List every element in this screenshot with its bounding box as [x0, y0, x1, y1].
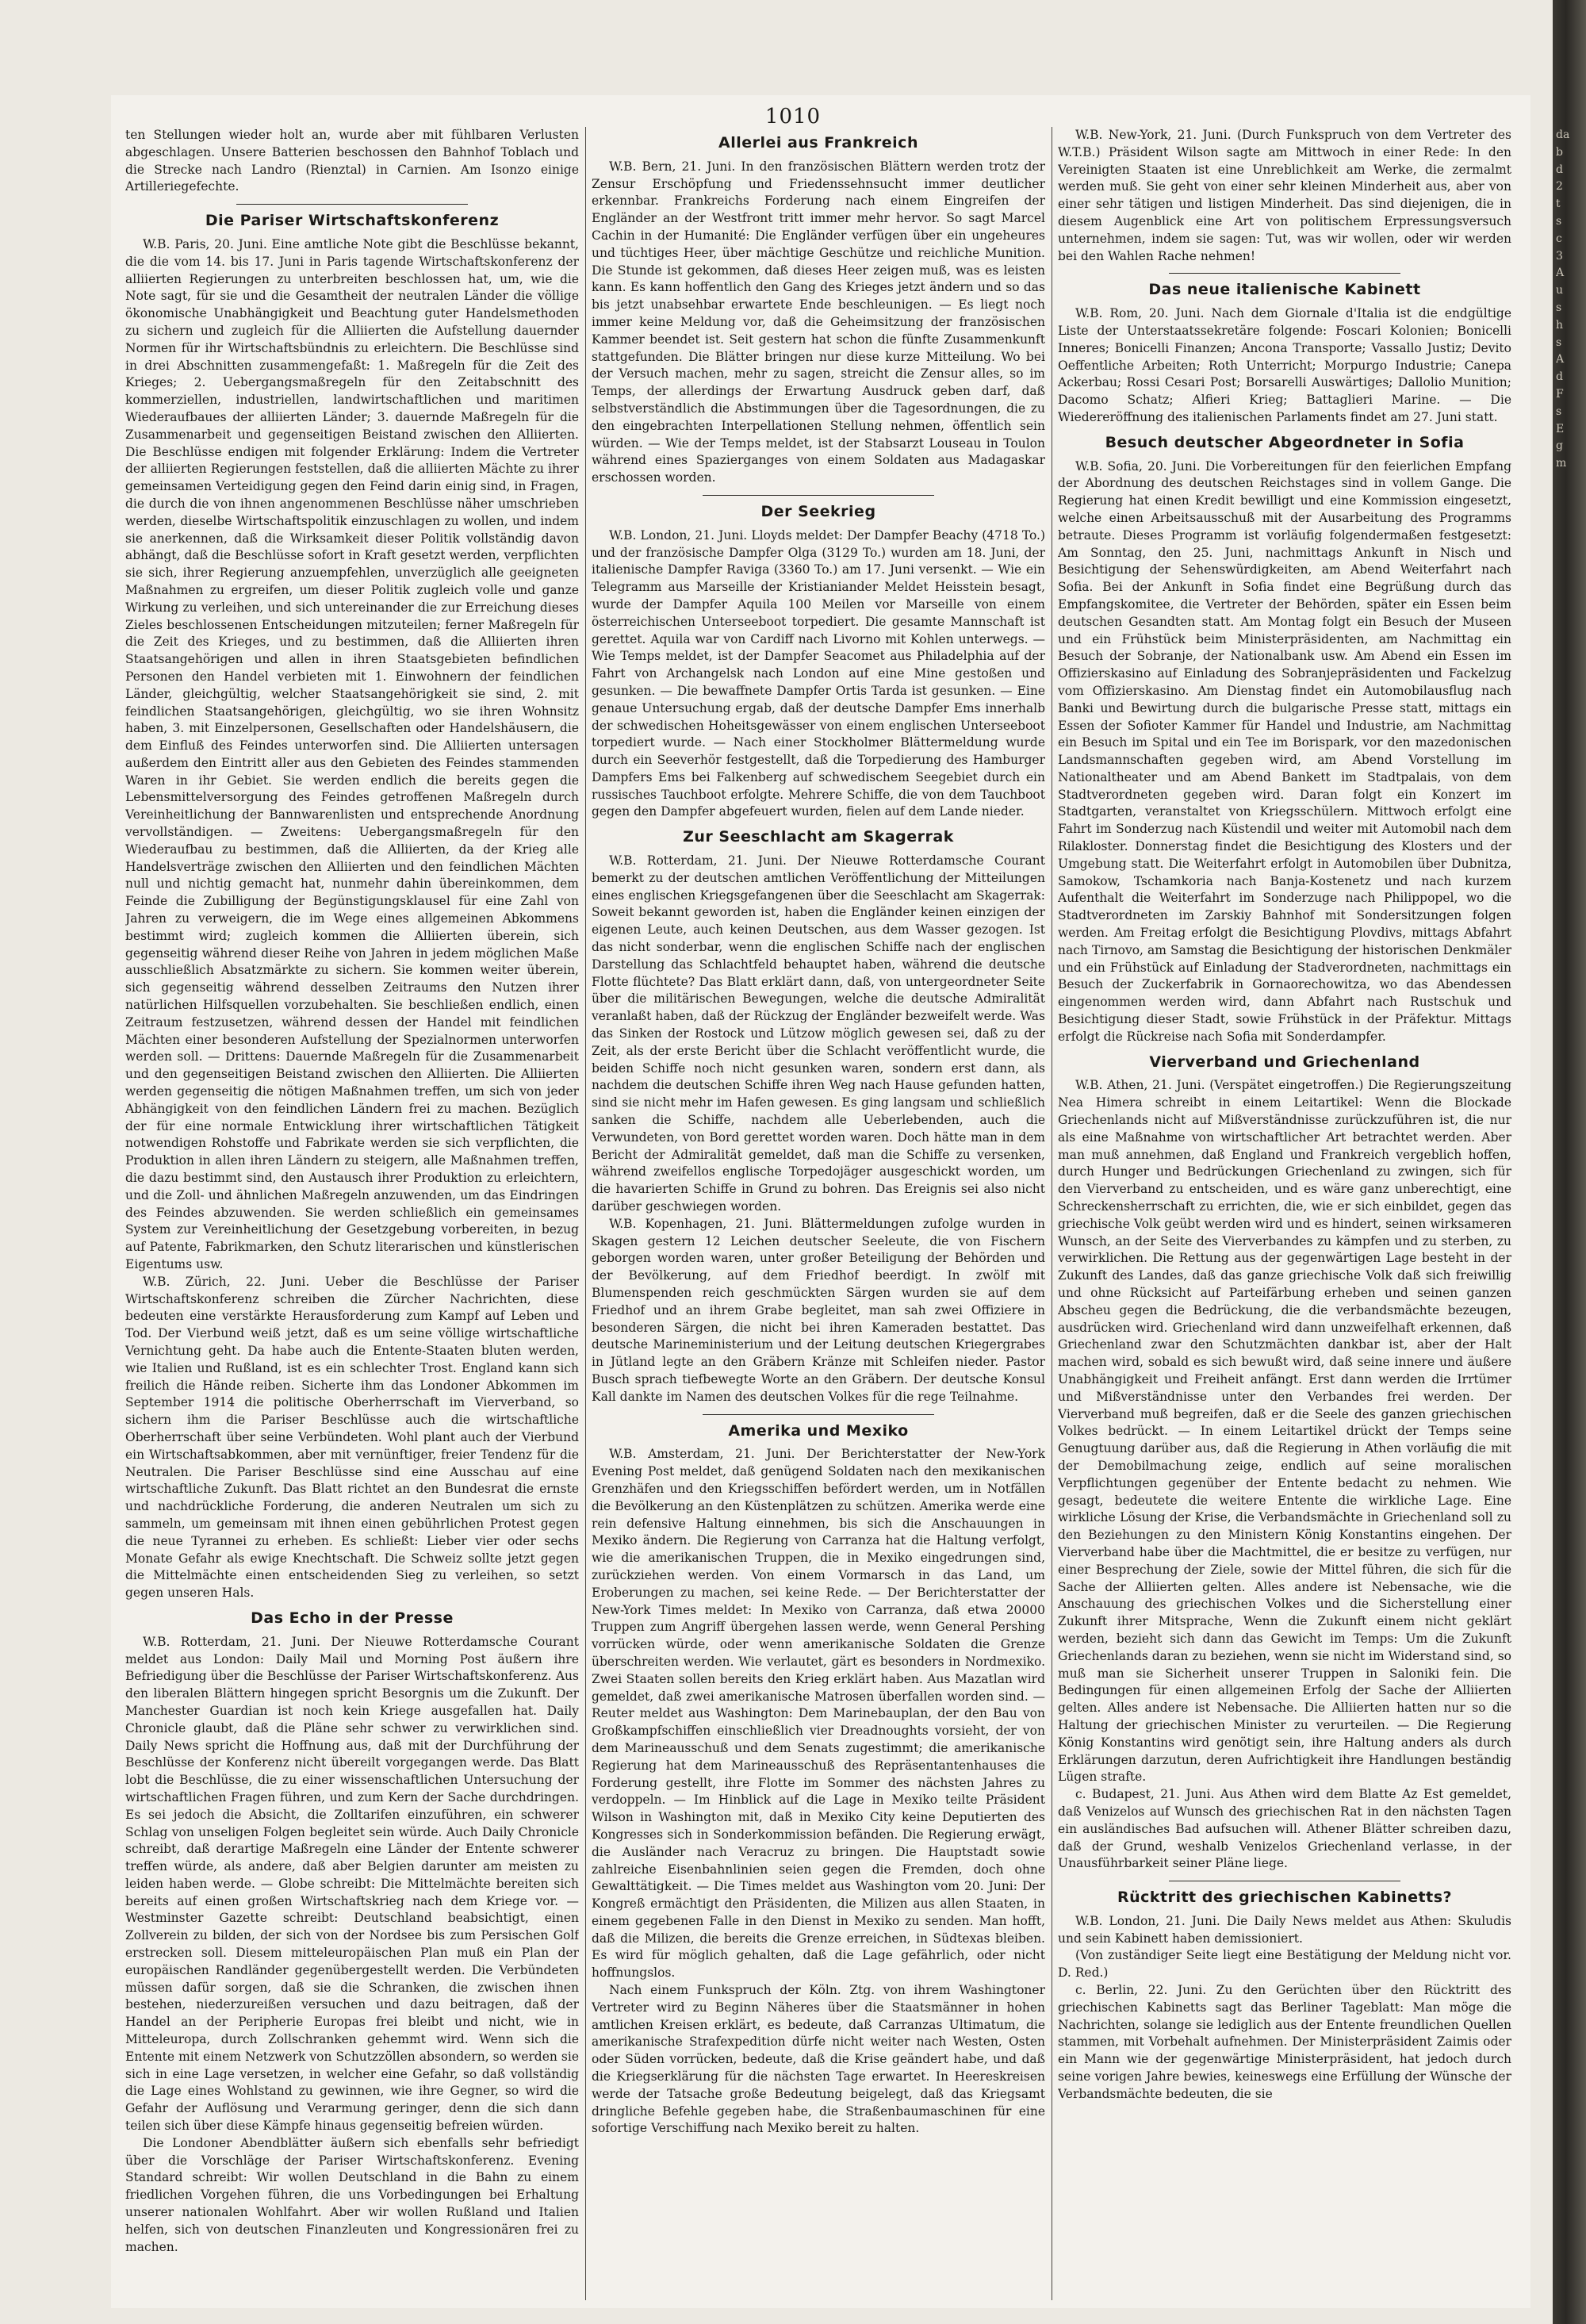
article-body: W.B. Rom, 20. Juni. Nach dem Giornale d'Italia ist die endgültige Liste der Unterstaatssekretäre folgende: Foscari Kolonien; Bonicelli Inneres; Bonicelli Finanzen; Ancona Transporte; Vassallo Justiz; Devito Oeffentliche Arbeiten; Roth Unterricht; Morpurgo Industrie; Canepa Ackerbau; Rossi Cesari Post; Borsarelli Auswärtiges; Dallolio Munition; Dacomo Schatz; Alfieri Krieg; Battaglieri Marine. — Die Wiedereröffnung des italienischen Parlaments findet am 27. Juni statt.: [1058, 306, 1511, 424]
page-number: 1010: [764, 105, 822, 128]
article-body: Nach einem Funkspruch der Köln. Ztg. von ihrem Washingtoner Vertreter wird zu Beginn Näheres über die Staatsmänner in hohen amtlichen Kreisen erklärt, es bedeute, daß Carranzas Ultimatum, die amerikanische Strafexpedition dürfe nicht weiter nach Westen, Osten oder Süden vorrücken, bedeute, daß die Krise geändert habe, und daß die Kriegserklärung für die nächsten Tage erwartet. In Heereskreisen werde der Tatsache große Bedeutung beigelegt, daß das Kriegsamt dringliche Befehle gegeben habe, die Straßenbaumaschinen für eine sofortige Verschiffung nach Mexiko bereit zu halten.: [592, 1983, 1045, 2136]
separator-line: [703, 1414, 934, 1415]
adjacent-page-text-fragments: da b d 2 t s c 3 A u s h s A d F s E g m: [1556, 128, 1570, 470]
headline-echo-in-der-presse: Das Echo in der Presse: [251, 1609, 454, 1627]
headline-italienisches-kabinett: Das neue italienische Kabinett: [1148, 281, 1421, 299]
article-body: W.B. Amsterdam, 21. Juni. Der Berichterstatter der New-York Evening Post meldet, daß genügend Soldaten nach den mexikanischen Grenzhäfen und den Kriegsschiffen befördert werden, um in Notfällen die Bevölkerung an den Küstenplätzen zu schützen. Amerika werde eine rein defensive Haltung einnehmen, bis sich die Anschauungen in Mexiko ändern. Die Regierung von Carranza hat die Haltung verfolgt, wie die amerikanischen Truppen, die in Mexiko eingedrungen sind, zurückziehen werden. Von einem Vormarsch in das Land, um Eroberungen zu machen, sei keine Rede. — Der Berichterstatter der New-York Times meldet: In Mexiko von Carranza, daß etwa 20000 Truppen zum Angriff übergehen lassen werde, wenn General Pershing vorrücken würde, oder wenn amerikanische Soldaten die Grenze überschreiten werden. Wie verlautet, gärt es besonders in Nordmexiko. Zwei Staaten sollen bereits den Krieg erklärt haben. Aus Mazatlan wird gemeldet, daß zwei amerikanische Matrosen überfallen worden sind. — Reuter meldet aus Washington: Dem Marinebauplan, der den Bau von Großkampfschiffen einschließlich vier Dreadnoughts vorsieht, der von dem Marineausschuß und dem Senats zugestimmt; die amerikanische Regierung hat dem Marineausschuß des Repräsentantenhauses die Forderung gestellt, ihre Flotte im Sommer des nächsten Jahres zu verdoppeln. — Im Hinblick auf die Lage in Mexiko teilte Präsident Wilson in Washington mit, daß in Mexiko City keine Deputierten des Kongresses sich in Sonderkommission befänden. Die Regierung erwägt, die Ausländer nach Veracruz zu bringen. Die Hauptstadt sowie zahlreiche Eisenbahnlinien seien gegen die Fremden, doch ohne Gewalttätigkeit. — Die Times meldet aus Washington vom 20. Juni: Der Kongreß ermächtigt den Präsidenten, die Milizen aus allen Staaten, in einem gegebenen Falle in den Dienst in Mexiko zu senden. Man hofft, daß die Milizen, die bereits die Grenze erreichen, in Südtexas bleiben. Es wird für möglich gehalten, daß die Lage gefährlich, oder nicht hoffnungslos.: [592, 1447, 1045, 1981]
article-body: W.B. Rotterdam, 21. Juni. Der Nieuwe Rotterdamsche Courant meldet aus London: Daily Mail und Morning Post äußern ihre Befriedigung über die Beschlüsse der Pariser Wirtschaftskonferenz. Aus den liberalen Blättern hingegen spricht Besorgnis um die Zukunft. Der Manchester Guardian ist noch kein Kriege ausgefallen hat. Daily Chronicle glaubt, daß die Pläne sehr schwer zu verwirklichen sind. Daily News spricht die Hoffnung aus, daß mit der Durchführung der Beschlüsse der Konferenz nicht übereilt vorgegangen werde. Das Blatt lobt die Beschlüsse, die zu einer wissenschaftlichen Untersuchung der wirtschaftlichen Fragen führen, und zum Kern der Sache durchdringen. Es sei jedoch die Absicht, die Zolltarifen einzuführen, ein schwerer Schlag von unseligen Folgen begleitet sein würde. Auch Daily Chronicle schreibt, daß derartige Maßregeln eine Länder der Entente schwerer treffen würde, als andere, daß aber Belgien darunter am meisten zu leiden haben werde. — Globe schreibt: Die Mittelmächte bereiten sich bereits auf einen großen Wirtschaftskrieg nach dem Kriege vor. — Westminster Gazette schreibt: Deutschland beabsichtigt, einen Zollverein zu bilden, der sich von der Nordsee bis zum Persischen Golf erstrecken soll. Diesem mitteleuropäischen Plan muß ein Plan der europäischen Randländer gegenübergestellt werden. Die Verbündeten müssen dafür sorgen, daß sie die Schranken, die zwischen ihnen bestehen, niederzureißen versuchen und dazu beitragen, daß der Handel an der Peripherie Europas frei bleibt und nicht, wie in Mitteleuropa, durch Zollschranken gehemmt wird. Wenn sich die Entente mit einem Netzwerk von Schutzzöllen absondern, so werden sie sich in eine Lage versetzen, in welcher eine Gefahr, so daß vollständig die Lage eines Wohlstand zu gewinnen, wie ihre Gegner, so wird die Gefahr der Auflösung und Verarmung geringer, denn die sich dann teilen sich über diese Kämpfe hinaus gegenseitig befreien würden.: [125, 1634, 579, 2134]
headline-der-seekrieg: Der Seekrieg: [760, 502, 876, 520]
headline-allerlei-aus-frankreich: Allerlei aus Frankreich: [718, 134, 918, 151]
headline-vierverband-griechenland: Vierverband und Griechenland: [1149, 1053, 1420, 1071]
article-body: W.B. Kopenhagen, 21. Juni. Blättermeldungen zufolge wurden in Skagen gestern 12 Leichen deutscher Seeleute, die von Fischern geborgen worden waren, unter großer Beteiligung der Behörden und der Bevölkerung, auf dem Friedhof beerdigt. In zwölf mit Blumenspenden reich geschmückten Särgen wurden sie auf dem Friedhof und an ihrem Grabe begleitet, man sah zwei Offiziere in besonderen Särgen, die nicht bei ihren Kameraden bestattet. Das deutsche Marineministerium und der Leitung deutschen Kriegergrabes in Jütland legte an den Gräbern Kränze mit Schleifen nieder. Pastor Busch sprach tiefbewegte Worte an den Gräbern. Der deutsche Konsul Kall dankte im Namen des deutschen Volkes für die rege Teilnahme.: [592, 1216, 1045, 1404]
headline-besuch-abgeordneter-sofia: Besuch deutscher Abgeordneter in Sofia: [1105, 433, 1465, 451]
editorial-note: (Von zuständiger Seite liegt eine Bestätigung der Meldung nicht vor. D. Red.): [1058, 1948, 1511, 1981]
article-continuation: ten Stellungen wieder holt an, wurde aber mit fühlbaren Verlusten abgeschlagen. Unsere Batterien beschossen den Bahnhof Toblach und die Strecke nach Landro (Rienztal) in Carnien. Am Isonzo einige Artilleriegefechte.: [125, 128, 579, 194]
article-body: W.B. Athen, 21. Juni. (Verspätet eingetroffen.) Die Regierungszeitung Nea Himera schreibt in einem Leitartikel: Wenn die Blockade Griechenlands nicht auf Mißverständnisse zurückzuführen ist, die nur als eine Maßnahme von wirtschaftlicher Art betrachtet werden. Aber man muß annehmen, daß England und Frankreich vergeblich hoffen, durch Hunger und Bedrückungen Griechenland zu zwingen, sich für den Vierverband zu entscheiden, und es wäre ganz unberechtigt, eine Schreckensherrschaft zu errichten, die, wie er sich einbildet, gegen das griechische Volk geübt werden wird und es hindert, seinen wirksameren Wunsch, an der Seite des Vierverbandes zu kämpfen und zu sterben, zu verwirklichen. Die Rettung aus der gegenwärtigen Lage besteht in der Zukunft des Landes, daß das ganze griechische Volk daß sich freiwillig und ohne Rücksicht auf Parteifärbung erheben und seinen ganzen Abscheu gegen die Bedrückung, die die verbandsmächte bezeugen, ausdrücken wird. Griechenland wird dann unzweifelhaft erkennen, daß Griechenland zwar den Schutzmächten dankbar ist, aber der Halt machen wird, sobald es sich bewußt wird, daß seine innere und äußere Unabhängigkeit und Freiheit anfängt. Erst dann werden die Irrtümer und Mißverständnisse unter den Verbandes frei werden. Der Vierverband muß begreifen, daß er die Seele des ganzen griechischen Volkes bedrückt. — In einem Leitartikel drückt der Temps seine Genugtuung darüber aus, daß die Regierung in Athen vorläufig die mit der Demobilmachung zeige, endlich auf seine moralischen Verpflichtungen gegenüber der Entente bedacht zu nehmen. Wie gesagt, bedeutete die weitere Entente die wirkliche Lage. Eine wirkliche Lösung der Krise, die Verbandsmächte in Griechenland soll zu den Beziehungen zu den Ministern König Konstantins eingehen. Der Vierverband habe über die Machtmittel, die er besitze zu verfügen, nur einer Besprechung der Ziele, sowie der Mittel führen, die sich für die Sache der Alliierten gelten. Alles andere ist Nebensache, wie die Anschauung des griechischen Volkes und die Sicherstellung einer Zukunft ihrer Mitsprache, Wenn die Zukunft einem nicht geklärt werden, bezieht sich dann das Gewicht im Temps: Um die Zukunft Griechenlands daran zu beziehen, wenn sie nicht im Widerstand sind, so muß man sie Sicherheit unserer Truppen in Saloniki fein. Die Bedingungen für einen allgemeinen Erfolg der Sache der Alliierten gelten. Alles andere ist Nebensache. Die Alliierten hatten nur so die Haltung der griechischen Minister zu verurteilen. — Die Regierung König Konstantins wird genötigt sein, ihre Haltung anders als durch Erklärungen darzutun, deren Aufrichtigkeit ihre Handlungen beständig Lügen strafte.: [1058, 1078, 1511, 1785]
article-body: W.B. Sofia, 20. Juni. Die Vorbereitungen für den feierlichen Empfang der Abordnung des deutschen Reichstages sind in vollem Gange. Die Regierung hat einen Kredit bewilligt und eine Kommission eingesetzt, welche einen Arbeitsausschuß mit der Ausarbeitung des Programms betraute. Dieses Programm ist vorläufig folgendermaßen festgesetzt: Am Sonntag, den 25. Juni, nachmittags Ankunft in Nisch und Besichtigung der Sehenswürdigkeiten, am Abend Weiterfahrt nach Sofia. Bei der Ankunft in Sofia findet eine Begrüßung durch das Empfangskomitee, die Vertreter der Behörden, später ein Essen beim deutschen Gesandten statt. Am Montag folgt ein Besuch der Museen und ein Frühstück beim Ministerpräsidenten, am Nachmittag ein Besuch der Sobranje, der Nationalbank usw. Am Abend ein Essen im Offizierskasino auf Einladung des Sobranjepräsidenten und Fackelzug vom Offizierskasino. Am Dienstag findet ein Automobilausflug nach Banki und Bewirtung durch die bulgarische Presse statt, mittags ein Essen der Sofioter Kammer für Handel und Industrie, am Nachmittag ein Besuch im Spital und ein Tee im Borispark, vor den mazedonischen Landsmannschaften gegeben wird, am Abend Vorstellung im Nationaltheater und am Abend Bankett im Stadtpalais, von dem Stadtverordneten gegeben wird. Daran folgt ein Konzert im Stadtgarten, veranstaltet von Kriegsschülern. Mittwoch erfolgt eine Fahrt im Sonderzug nach Küstendil und weiter mit Automobil nach dem Rilakloster. Donnerstag findet die Besichtigung des Klosters und der Umgebung statt. Die Weiterfahrt erfolgt in Automobilen über Dubnitza, Samokow, Tschamkoria nach Banja-Kostenetz und nach kurzem Aufenthalt die Weiterfahrt im Sonderzuge nach Philippopel, wo die Stadtverordneten im Zarskiy Bahnhof mit Sondersitzungen folgen werden. Am Freitag erfolgt die Besichtigung Plovdivs, mittags Abfahrt nach Tirnovo, am Samstag die Besichtigung der historischen Denkmäler und ein Frühstück auf Einladung der Stadverordneten, nachmittags ein Besuch der Zuckerfabrik in Gornaorechowitza, wo das Abendessen eingenommen werden wird, dann Abfahrt nach Rustschuk und Besichtigung dieser Stadt, sowie Frühstück in der Präfektur. Mittags erfolgt die Rückreise nach Sofia mit Sonderdampfer.: [1058, 458, 1511, 1044]
right-column: [1058, 127, 1511, 2300]
separator-line: [1169, 273, 1400, 274]
article-body: W.B. New-York, 21. Juni. (Durch Funkspruch von dem Vertreter des W.T.B.) Präsident Wilson sagte am Mittwoch in einer Rede: In den Vereinigten Staaten ist eine Unreblichkeit am Werke, die zermalmt werden muß. Sie geht von einer sehr kleinen Minderheit aus, aber von einer sehr tätigen und listigen Minderheit. Das sind diejenigen, die in diesem Augenblick eine Art von politischem Erpressungsversuch unternehmen, indem sie sagen: Tut, was wir wollen, oder wir werden bei den Wahlen Rache nehmen!: [1058, 128, 1511, 263]
article-body: Die Londoner Abendblätter äußern sich ebenfalls sehr befriedigt über die Vorschläge der Pariser Wirtschaftskonferenz. Evening Standard schreibt: Wir wollen Deutschland in die Bahn zu einem friedlichen Vorgehen führen, die uns Vorbedingungen bei Erhaltung unserer nationalen Wohlfahrt. Aber wir wollen Rußland und Italien helfen, sich von deutschen Finanzleuten und Kongressionären frei zu machen.: [125, 2135, 579, 2254]
article-body: W.B. Zürich, 22. Juni. Ueber die Beschlüsse der Pariser Wirtschaftskonferenz schreiben die Zürcher Nachrichten, diese bedeuten eine verstärkte Herausforderung zum Kampf auf Leben und Tod. Der Vierbund weiß jetzt, daß es um seine völlige wirtschaftliche Vernichtung geht. Da habe auch die Entente-Staaten bluten werden, wie Italien und Rußland, ist es ein schlechter Trost. England kann sich freilich die Hände reiben. Sicherte ihm das Londoner Abkommen im September 1914 die politische Oberherrschaft im Vierverband, so sichern ihm die Pariser Beschlüsse auch die wirtschaftliche Oberherrschaft über seine Verbündeten. Wohl plant auch der Vierbund ein Wirtschaftsabkommen, aber mit vernünftiger, freier Tendenz für die Neutralen. Die Pariser Beschlüsse sind eine Ausschau auf eine wirtschaftliche Zukunft. Das Blatt richtet an den Bundesrat die ernste und nachdrückliche Forderung, die anderen Neutralen um sich zu sammeln, um gemeinsam mit ihnen einen gebührlichen Protest gegen die neue Tyrannei zu erheben. Es schließt: Lieber vier oder sechs Monate Gefahr als ewige Knechtschaft. Die Schweiz sollte jetzt gegen die Mittelmächte einen entscheidenden Sieg zu verleihen, so setzt gegen unseren Hals.: [125, 1274, 579, 1601]
article-body: c. Budapest, 21. Juni. Aus Athen wird dem Blatte Az Est gemeldet, daß Venizelos auf Wunsch des griechischen Rat in den nächsten Tagen ein ausländisches Bad aufsuchen will. Athener Blätter schreiben dazu, daß der Grund, weshalb Venizelos Griechenland verlasse, in der Unausführbarkeit seiner Pläne liege.: [1058, 1787, 1511, 1871]
left-column: [125, 127, 579, 2300]
headline-pariser-wirtschaftskonferenz: Die Pariser Wirtschaftskonferenz: [205, 212, 500, 230]
separator-line: [703, 495, 934, 496]
separator-line: [236, 204, 468, 205]
article-body: W.B. Paris, 20. Juni. Eine amtliche Note gibt die Beschlüsse bekannt, die die vom 14. bis 17. Juni in Paris tagende Wirtschaftskonferenz der alliierten Regierungen zu unterbreiten beschlossen hat, um, wie die Note sagt, für sie und die Gesamtheit der neutralen Länder die völlige ökonomische Unabhängigkeit und Beachtung guter Handelsmethoden zu sichern und zugleich für die Alliierten die Aufstellung dauernder Normen für ihr Wirtschaftsbündnis zu erleichtern. Die Beschlüsse sind in drei Abschnitten zusammengefaßt: 1. Maßregeln für die Zeit des Krieges; 2. Uebergangsmaßregeln für den Zeitabschnitt des kommerziellen, industriellen, landwirtschaftlichen und maritimen Wiederaufbaues der alliierten Länder; 3. dauernde Maßregeln für die Zusammenarbeit und gegenseitigen Beistand zwischen den Alliierten. Die Beschlüsse endigen mit folgender Erklärung: Indem die Vertreter der alliierten Regierungen feststellen, daß die alliierten Mächte zu ihrer gemeinsamen Verteidigung gegen den Feind darin einig sind, in Fragen, die durch die von ihnen angenommenen Beschlüsse näher umschrieben werden, dieselbe Wirtschaftspolitik einzuschlagen zu wollen, und indem sie anerkennen, daß die Wirksamkeit dieser Politik vollständig davon abhängt, daß die Beschlüsse sofort in Kraft gesetzt werden, verpflichten sie sich, ihrer Regierung anzuempfehlen, unverzüglich alle geeigneten Maßnahmen zu ergreifen, um dieser Politik zugleich volle und ganze Wirkung zu verleihen, und sich untereinander die zur Erreichung dieses Zieles beschlossenen Entscheidungen mitzuteilen; ferner Maßregeln für die Zeit des Krieges, und zu bestimmen, daß die Alliierten ihren Staatsangehörigen und allen in ihren Staatsgebieten befindlichen Personen den Handel verbieten mit 1. Einwohnern der feindlichen Länder, gleichgültig, welcher Staatsangehörigkeit sie sind, 2. mit feindlichen Staatsangehörigen, gleichgültig, wo sie ihren Wohnsitz haben, 3. mit Einzelpersonen, Gesellschaften oder Handelshäusern, die dem Einfluß des Feindes unterworfen sind. Die Alliierten untersagen außerdem den Eintritt aller aus den Gebieten des Feindes stammenden Waren in ihr Gebiet. Sie werden endlich die bereits gegen die Lebensmittelversorgung des Feindes getroffenen Maßregeln durch Vereinheitlichung der Bannwarenlisten und entsprechende Anordnung vervollständigen. — Zweitens: Uebergangsmaßregeln für den Wiederaufbau zu bestimmen, daß die Alliierten, da der Krieg alle Handelsverträge zwischen den Alliierten und den feindlichen Mächten null und nichtig gemacht hat, nunmehr dahin übereinkommen, dem Feinde die Zubilligung der Begünstigungsklausel für eine Zahl von Jahren zu verweigern, die im Wege eines allgemeinen Abkommens bestimmt wird; zugleich kommen die Alliierten überein, sich gegenseitig während dieser Reihe von Jahren in jedem möglichen Maße ausschließlich Absatzmärkte zu sichern. Sie kommen weiter überein, sich gegenseitig während desselben Zeitraums den Nutzen ihrer natürlichen Hilfsquellen vorzubehalten. Sie beschließen endlich, einen Zeitraum festzusetzen, während dessen der Handel mit feindlichen Mächten einer besonderen Aufstellung der Spezialnormen unterworfen werden soll. — Drittens: Dauernde Maßregeln für die Zusammenarbeit und den gegenseitigen Beistand zwischen den Alliierten. Die Alliierten werden gegenseitig die nötigen Maßnahmen treffen, um sich von jeder Abhängigkeit von den feindlichen Ländern frei zu machen. Bezüglich der für eine normale Entwicklung ihrer wirtschaftlichen Tätigkeit notwendigen Rohstoffe und Fabrikate werden sie sich verpflichten, die Produktion in allen ihren Ländern zu steigern, alle Maßnahmen treffen, die dazu bestimmt sind, den Austausch ihrer Produktion zu erleichtern, und die Zoll- und ähnlichen Maßregeln anzuwenden, um das Eindringen des Feindes abzuwenden. Sie werden schließlich ein gemeinsames System zur Vereinheitlichung der Gesetzgebung vorbereiten, in bezug auf Patente, Fabrikmarken, den Schutz literarischen und künstlerischen Eigentums usw.: [125, 236, 579, 1271]
headline-ruecktritt-kabinett: Rücktritt des griechischen Kabinetts?: [1117, 1889, 1453, 1907]
column-rule: [585, 127, 586, 2300]
middle-column: [592, 127, 1045, 2300]
article-body: W.B. London, 21. Juni. Lloyds meldet: Der Dampfer Beachy (4718 To.) und der französische Dampfer Olga (3129 To.) wurden am 18. Juni, der italienische Dampfer Raviga (3360 To.) am 17. Juni versenkt. — Wie ein Telegramm aus Marseille der Kristianiander Meldet Heisstein besagt, wurde der Dampfer Aquila 100 Meilen vor Marseille von einem österreichischen Unterseeboot torpediert. Die gesamte Mannschaft ist gerettet. Aquila war von Cardiff nach Livorno mit Kohlen unterwegs. — Wie Temps meldet, ist der Dampfer Seacomet aus Philadelphia auf der Fahrt von Archangelsk nach London auf eine Mine gestoßen und gesunken. — Die bewaffnete Dampfer Ortis Tarda ist gesunken. — Eine genaue Untersuchung ergab, daß der deutsche Dampfer Ems innerhalb der schwedischen Hoheitsgewässer von einem englischen Unterseeboot torpediert wurde. — Nach einer Stockholmer Blättermeldung wurde durch ein Seeverhör festgestellt, daß die Torpedierung des Hamburger Dampfers Ems bei Falkenberg auf schwedischem Seegebiet durch ein russisches Tauchboot erfolgte. Mehrere Schiffe, die von dem Tauchboot gegen den Dampfer abgefeuert wurden, fielen auf dem Lande nieder.: [592, 527, 1045, 819]
article-body: c. Berlin, 22. Juni. Zu den Gerüchten über den Rücktritt des griechischen Kabinetts sagt das Berliner Tageblatt: Man möge die Nachrichten, solange sie lediglich aus der Entente freundlichen Quellen stammen, mit Vorbehalt aufnehmen. Der Ministerpräsident Zaimis oder ein Mann wie der gegenwärtige Ministerpräsident, hat jedoch durch seine vorigen Jahre bewies, keineswegs eine Erfüllung der Wünsche der Verbandsmächte bedeuten, die sie: [1058, 1983, 1511, 2101]
headline-seeschlacht-skagerrak: Zur Seeschlacht am Skagerrak: [683, 828, 954, 846]
article-body: W.B. Bern, 21. Juni. In den französischen Blättern werden trotz der Zensur Erschöpfung und Friedenssehnsucht immer deutlicher erkennbar. Frankreichs Forderung nach einem Eingreifen der Engländer an der Westfront tritt immer mehr hervor. So sagt Marcel Cachin in der Humanité: Die Engländer verfügen über ein ungeheures und tüchtiges Heer, über mächtige Geschütze und reichliche Munition. Die Stunde ist gekommen, daß dieses Heer zeigen muß, was es leisten kann. Es kann hoffentlich den Gang des Krieges jetzt ändern und so das bis jetzt unabsehbar erwartete Ende beschleunigen. — Es liegt noch immer keine Meldung vor, daß die Geheimsitzung der französischen Kammer beendet ist. Seit gestern hat schon die fünfte Zusammenkunft stattgefunden. Die Blätter bringen nur diese kurze Mitteilung. Wo bei der Versuch machen, mehr zu sagen, streicht die Zensur alles, so im Temps, der allerdings der Erwartung Ausdruck geben darf, daß selbstverständlich die Abstimmungen über die Tagesordnungen, die zu den eingebrachten Interpellationen Stellung nehmen, öffentlich sein würden. — Wie der Temps meldet, ist der Stabsarzt Louseau in Toulon während eines Spazierganges von einem Soldaten aus Madagaskar erschossen worden.: [592, 159, 1045, 485]
article-body: W.B. London, 21. Juni. Die Daily News meldet aus Athen: Skuludis und sein Kabinett haben demissioniert.: [1058, 1913, 1511, 1946]
article-body: W.B. Rotterdam, 21. Juni. Der Nieuwe Rotterdamsche Courant bemerkt zu der deutschen amtlichen Veröffentlichung der Mitteilungen eines englischen Kriegsgefangenen über die Seeschlacht am Skagerrak: Soweit bekannt geworden ist, haben die Engländer keinen einzigen der eigenen Leute, auch keinen Deutschen, aus dem Wasser gezogen. Ist das nicht sonderbar, wenn die englischen Schiffe nach der englischen Darstellung das Schlachtfeld behauptet haben, während die deutsche Flotte flüchtete? Das Blatt erklärt dann, daß, von untergeordneter Seite über die militärischen Bewegungen, welche die deutsche Admiralität veranlaßt haben, daß der Rückzug der Engländer bezweifelt werde. Was das Sinken der Rostock und Lützow möglich gewesen sei, daß zu der Zeit, als der erste Bericht über die Schlacht veröffentlicht wurde, die beiden Schiffe noch nicht gesunken waren, sondern erst dann, als nachdem die deutschen Schiffe ihren Weg nach Hause gefunden hatten, sind sie nicht mehr im Hafen gewesen. Es ging langsam und schließlich sanken die Schiffe, nachdem alle Ueberlebenden, auch die Verwundeten, von Bord gerettet worden waren. Doch hätte man in dem Bericht der Admiralität gemeldet, daß man die Schiffe zu versenken, während zweifellos englische Torpedojäger ausgeschickt worden, um die havarierten Schiffe in Grund zu bohren. Das Ereignis sei also nicht darüber geschwiegen worden.: [592, 853, 1045, 1214]
headline-amerika-und-mexiko: Amerika und Mexiko: [728, 1421, 909, 1440]
